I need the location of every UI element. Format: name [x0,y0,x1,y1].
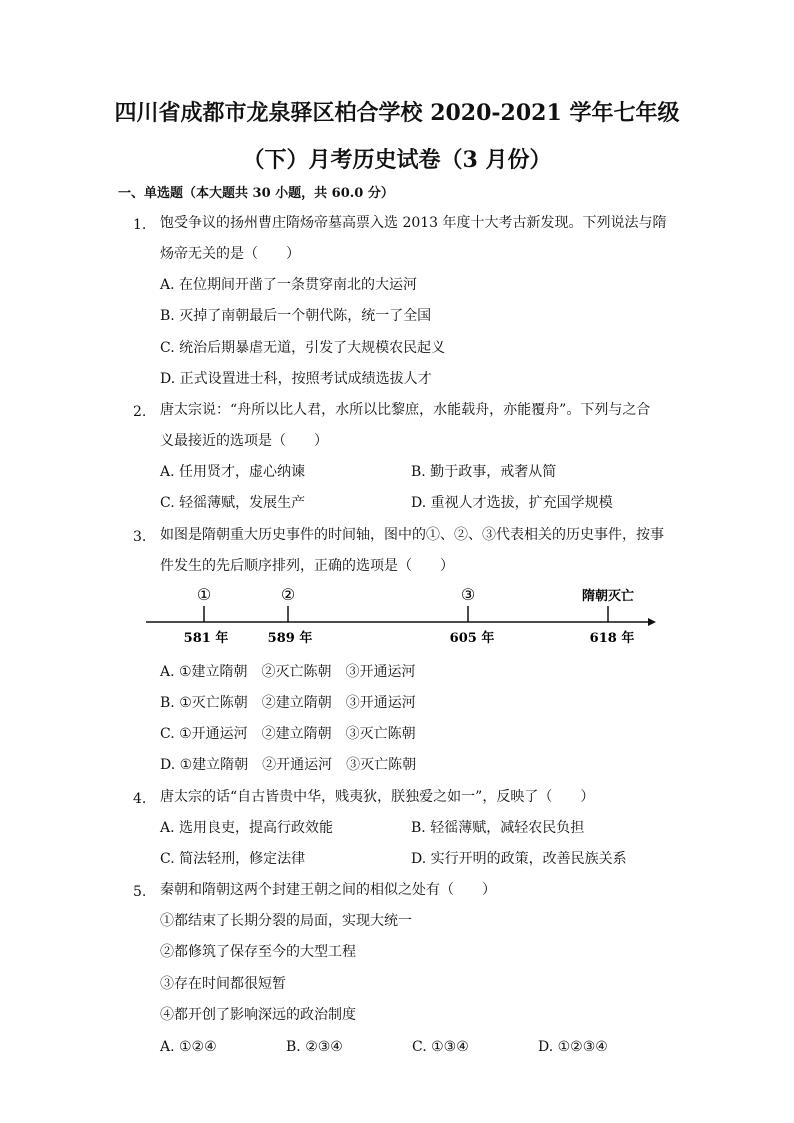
timeline-marker: ① [196,585,212,604]
question-1-option-b: B. 灭掉了南朝最后一个朝代陈，统一了全国 [160,308,432,324]
question-5-item: ①都结束了长期分裂的局面，实现大统一 [160,913,412,929]
section-heading: 一、单选题（本大题共 30 小题，共 60.0 分） [118,186,394,201]
question-number: 4. [133,791,147,807]
question-4-option-d: D. 实行开明的政策，改善民族关系 [411,851,627,867]
question-4-option-b: B. 轻徭薄赋，减轻农民负担 [411,820,585,836]
timeline-marker: ② [280,585,296,604]
question-3-option-c: C. ①开通运河 ②建立隋朝 ③灭亡陈朝 [160,726,416,742]
timeline-year-label: 605 年 [449,631,495,646]
timeline-arrow [648,618,656,626]
question-number: 5. [133,884,147,900]
question-5-item: ②都修筑了保存至今的大型工程 [160,944,356,960]
question-5-option-a: A. ①②④ [160,1039,217,1055]
question-4-option-a: A. 选用良吏，提高行政效能 [160,820,334,836]
timeline-figure [140,582,660,652]
timeline-year-label: 589 年 [267,631,313,646]
question-1-stem: 炀帝无关的是（ ） [160,246,300,262]
timeline-marker: ③ [460,585,476,604]
question-2-option-d: D. 重视人才选拔，扩充国学规模 [411,495,613,511]
question-1-option-a: A. 在位期间开凿了一条贯穿南北的大运河 [160,277,418,293]
timeline-svg [140,582,660,652]
question-3-stem: 如图是隋朝重大历史事件的时间轴，图中的①、②、③代表相关的历史事件，按事 [160,527,664,543]
question-3-stem: 件发生的先后顺序排列，正确的选项是（ ） [160,558,454,574]
question-number: 3. [133,529,147,545]
exam-title-line1: 四川省成都市龙泉驿区柏合学校 2020-2021 学年七年级 [114,100,680,126]
question-2-stem: 义最接近的选项是（ ） [160,433,328,449]
timeline-marker: 隋朝灭亡 [581,589,635,604]
timeline-year-label: 581 年 [183,631,229,646]
question-2-stem: 唐太宗说：“舟所以比人君，水所以比黎庶，水能载舟，亦能覆舟”。下列与之合 [160,402,651,418]
question-5-option-d: D. ①②③④ [538,1039,608,1055]
question-3-option-b: B. ①灭亡陈朝 ②建立隋朝 ③开通运河 [160,695,416,711]
exam-title-line2: （下）月考历史试卷（3 月份） [242,147,552,173]
question-1-option-c: C. 统治后期暴虐无道，引发了大规模农民起义 [160,340,446,356]
question-5-option-c: C. ①③④ [412,1039,469,1055]
question-number: 2. [133,404,147,420]
timeline-year-label: 618 年 [589,631,635,646]
question-number: 1. [133,217,147,233]
question-5-item: ④都开创了影响深远的政治制度 [160,1007,356,1023]
question-5-item: ③存在时间都很短暂 [160,976,286,992]
question-2-option-b: B. 勤于政事，戒奢从简 [411,464,557,480]
question-4-stem: 唐太宗的话“自古皆贵中华，贱夷狄，朕独爱之如一”，反映了（ ） [160,789,595,805]
question-2-option-a: A. 任用贤才，虚心纳谏 [160,464,306,480]
question-3-option-a: A. ①建立隋朝 ②灭亡陈朝 ③开通运河 [160,664,416,680]
question-5-option-b: B. ②③④ [286,1039,343,1055]
question-5-stem: 秦朝和隋朝这两个封建王朝之间的相似之处有（ ） [160,882,496,898]
question-1-stem: 饱受争议的扬州曹庄隋炀帝墓高票入选 2013 年度十大考古新发现。下列说法与隋 [160,215,667,231]
question-1-option-d: D. 正式设置进士科，按照考试成绩选拔人才 [160,371,432,387]
question-4-option-c: C. 简法轻刑，修定法律 [160,851,306,867]
question-3-option-d: D. ①建立隋朝 ②开通运河 ③灭亡陈朝 [160,757,417,773]
question-2-option-c: C. 轻徭薄赋，发展生产 [160,495,306,511]
